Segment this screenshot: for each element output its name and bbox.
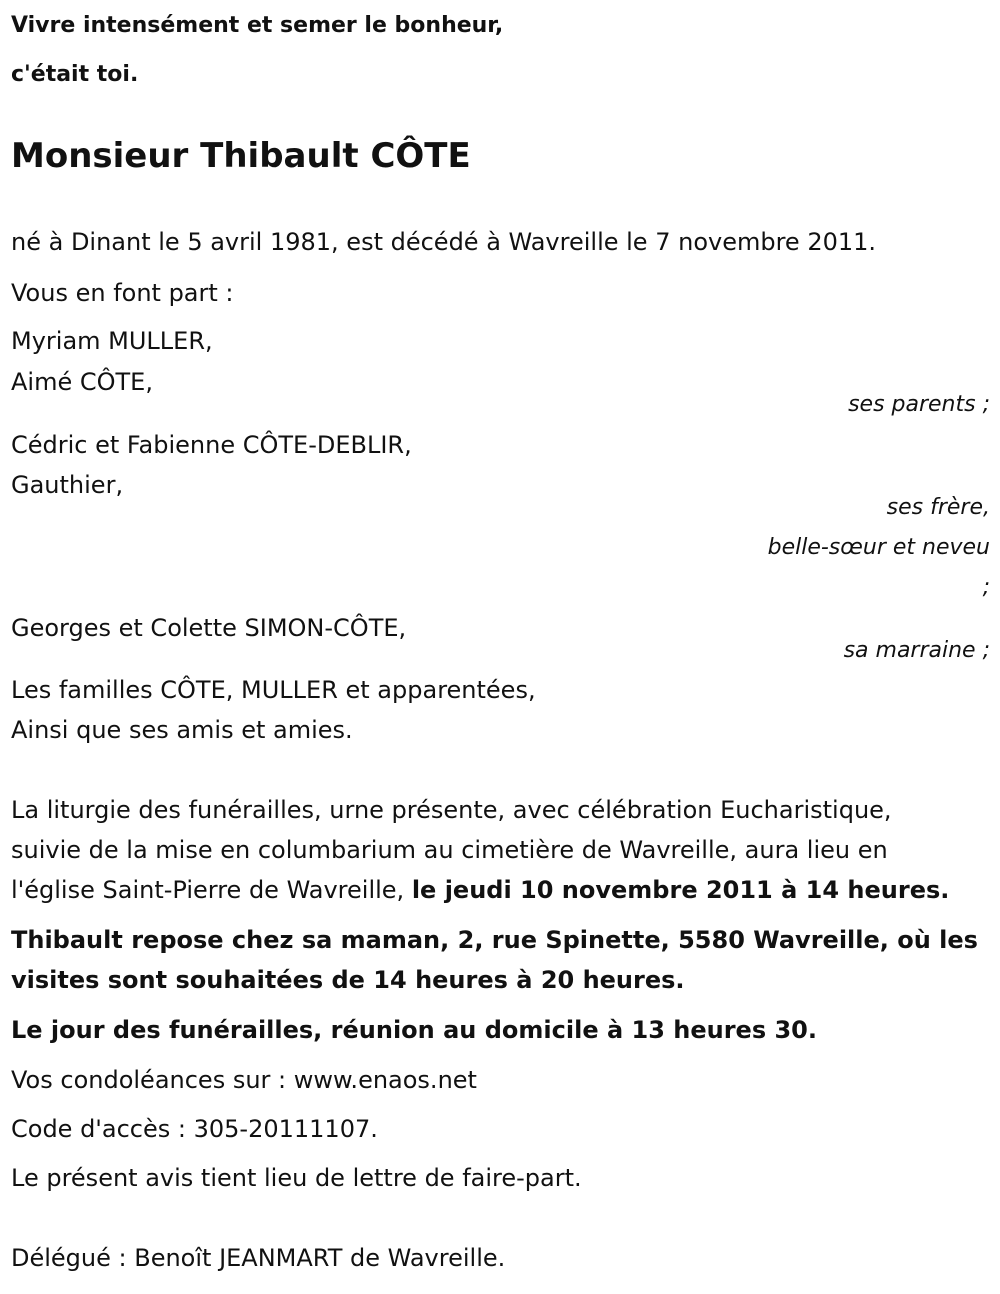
family-others-2: Ainsi que ses amis et amies.	[11, 716, 353, 744]
funeral-line-2: suivie de la mise en columbarium au cimetière de Wavreille, aura lieu en	[11, 836, 888, 864]
godparents-relation: sa marraine ;	[843, 638, 990, 663]
funeral-line-1: La liturgie des funérailles, urne présente, avec célébration Eucharistique,	[11, 796, 892, 824]
delegate-line: Délégué : Benoît JEANMART de Wavreille.	[11, 1244, 506, 1272]
parents-relation: ses parents ;	[848, 392, 990, 417]
visit-line-1: Thibault repose chez sa maman, 2, rue Spinette, 5580 Wavreille, où les	[11, 926, 978, 954]
deceased-name: Monsieur Thibault CÔTE	[11, 136, 471, 176]
birth-death-line: né à Dinant le 5 avril 1981, est décédé à Wavreille le 7 novembre 2011.	[11, 228, 877, 256]
family-godparent: Georges et Colette SIMON-CÔTE,	[11, 614, 407, 642]
motto-line-2: c'était toi.	[11, 62, 139, 87]
funeral-church: l'église Saint-Pierre de Wavreille,	[11, 876, 412, 904]
siblings-relation-3: ;	[982, 575, 990, 600]
funeral-date: le jeudi 10 novembre 2011 à 14 heures.	[411, 876, 950, 904]
siblings-relation-1: ses frère,	[886, 495, 990, 520]
notice-line: Le présent avis tient lieu de lettre de faire-part.	[11, 1164, 582, 1192]
access-code-line: Code d'accès : 305-20111107.	[11, 1115, 378, 1143]
siblings-relation-2: belle-sœur et neveu	[767, 535, 990, 560]
family-parent-2: Aimé CÔTE,	[11, 368, 153, 396]
family-parent-1: Myriam MULLER,	[11, 327, 213, 355]
announce-line: Vous en font part :	[11, 279, 234, 307]
meeting-line: Le jour des funérailles, réunion au domicile à 13 heures 30.	[11, 1016, 817, 1044]
family-sibling-2: Gauthier,	[11, 471, 124, 499]
funeral-line-3	[11, 876, 949, 904]
motto-line-1: Vivre intensément et semer le bonheur,	[11, 13, 504, 38]
condolences-line: Vos condoléances sur : www.enaos.net	[11, 1066, 477, 1094]
family-sibling-1: Cédric et Fabienne CÔTE-DEBLIR,	[11, 431, 412, 459]
visit-line-2: visites sont souhaitées de 14 heures à 20 heures.	[11, 966, 685, 994]
family-others-1: Les familles CÔTE, MULLER et apparentées,	[11, 676, 536, 704]
